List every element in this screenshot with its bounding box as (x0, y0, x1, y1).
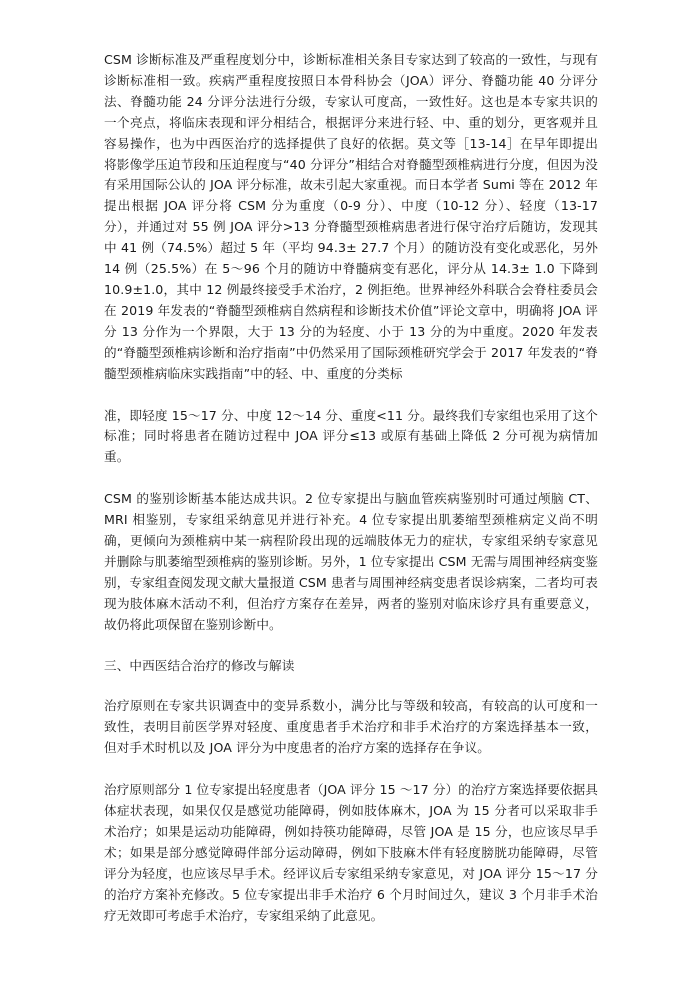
section-heading-treatment: 三、中西医结合治疗的修改与解读 (104, 657, 295, 673)
paragraph-diagnosis-severity: CSM 诊断标准及严重程度划分中，诊断标准相关条目专家达到了较高的一致性，与现有诊断标准相一致。疾病严重程度按照日本骨科协会（JOA）评分、脊髓功能 40 分评分法、脊髓功能 24 分评分法进行分级，专家认可度高，一致性好。这也是本专家共识的一个亮点，将临床表现和评分相结合，根据评分来进行轻、中、重的划分，更客观并且容易操作，也为中西医治疗的选择提供了良好的依据。莫文等［13-14］在早年即提出将影像学压迫节段和压迫程度与“40 分评分”相结合对脊髓型颈椎病进行分度，但因为没有采用国际公认的 JOA 评分标准，故未引起大家重视。而日本学者 Sumi 等在 2012 年提出根据 JOA 评分将 CSM 分为重度（0-9 分）、中度（10-12 分）、轻度（13-17 分），并通过对 55 例 JOA 评分>13 分脊髓型颈椎病患者进行保守治疗后随访，发现其中 41 例（74.5%）超过 5 年（平均 94.3± 27.7 个月）的随访没有变化或恶化，另外 14 例（25.5%）在 5～96 个月的随访中脊髓病变有恶化，评分从 14.3± 1.0 下降到 10.9±1.0，其中 12 例最终接受手术治疗，2 例拒绝。世界神经外科联合会脊柱委员会在 2019 年发表的“脊髓型颈椎病自然病程和诊断技术价值”评论文章中，明确将 JOA 评分 13 分作为一个界限，大于 13 分的为轻度、小于 13 分的为中重度。2020 年发表的“脊髓型颈椎病诊断和治疗指南”中仍然采用了国际颈椎研究学会于 2017 年发表的“脊髓型颈椎病临床实践指南”中的轻、中、重度的分类标 (104, 52, 598, 381)
paragraph-differential-diagnosis: CSM 的鉴别诊断基本能达成共识。2 位专家提出与脑血管疾病鉴别时可通过颅脑 CT、MRI 相鉴别，专家组采纳意见并进行补充。4 位专家提出肌萎缩型颈椎病定义尚不明确，更倾向为颈椎病中某一病程阶段出现的远端肢体无力的症状，专家组采纳专家意见并删除与肌萎缩型颈椎病的鉴别诊断。另外，1 位专家提出 CSM 无需与周围神经病变鉴别，专家组查阅发现文献大量报道 CSM 患者与周围神经病变患者误诊病案，二者均可表现为肢体麻木活动不利，但治疗方案存在差异，两者的鉴别对临床诊疗具有重要意义，故仍将此项保留在鉴别诊断中。 (104, 491, 598, 632)
paragraph-severity-criteria: 准，即轻度 15～17 分、中度 12～14 分、重度<11 分。最终我们专家组也采用了这个标准；同时将患者在随访过程中 JOA 评分≤13 或原有基础上降低 2 分可视为病情加重。 (104, 407, 598, 465)
document-body (104, 50, 598, 927)
paragraph-treatment-revision: 治疗原则部分 1 位专家提出轻度患者（JOA 评分 15 ～17 分）的治疗方案选择要依据具体症状表现，如果仅仅是感觉功能障碍，例如肢体麻木，JOA 为 15 分者可以采取非手术治疗；如果是运动功能障碍，例如持筷功能障碍，尽管 JOA 是 15 分，也应该尽早手术；如果是部分感觉障碍伴部分运动障碍，例如下肢麻木伴有轻度膀胱功能障碍，尽管评分为轻度，也应该尽早手术。经评议后专家组采纳专家意见，对 JOA 评分 15～17 分的治疗方案补充修改。5 位专家提出非手术治疗 6 个月时间过久，建议 3 个月非手术治疗无效即可考虑手术治疗，专家组采纳了此意见。 (104, 782, 598, 923)
paragraph-treatment-principles: 治疗原则在专家共识调查中的变异系数小，满分比与等级和较高，有较高的认可度和一致性，表明目前医学界对轻度、重度患者手术治疗和非手术治疗的方案选择基本一致，但对手术时机以及 JOA 评分为中度患者的治疗方案的选择存在争议。 (104, 698, 598, 756)
